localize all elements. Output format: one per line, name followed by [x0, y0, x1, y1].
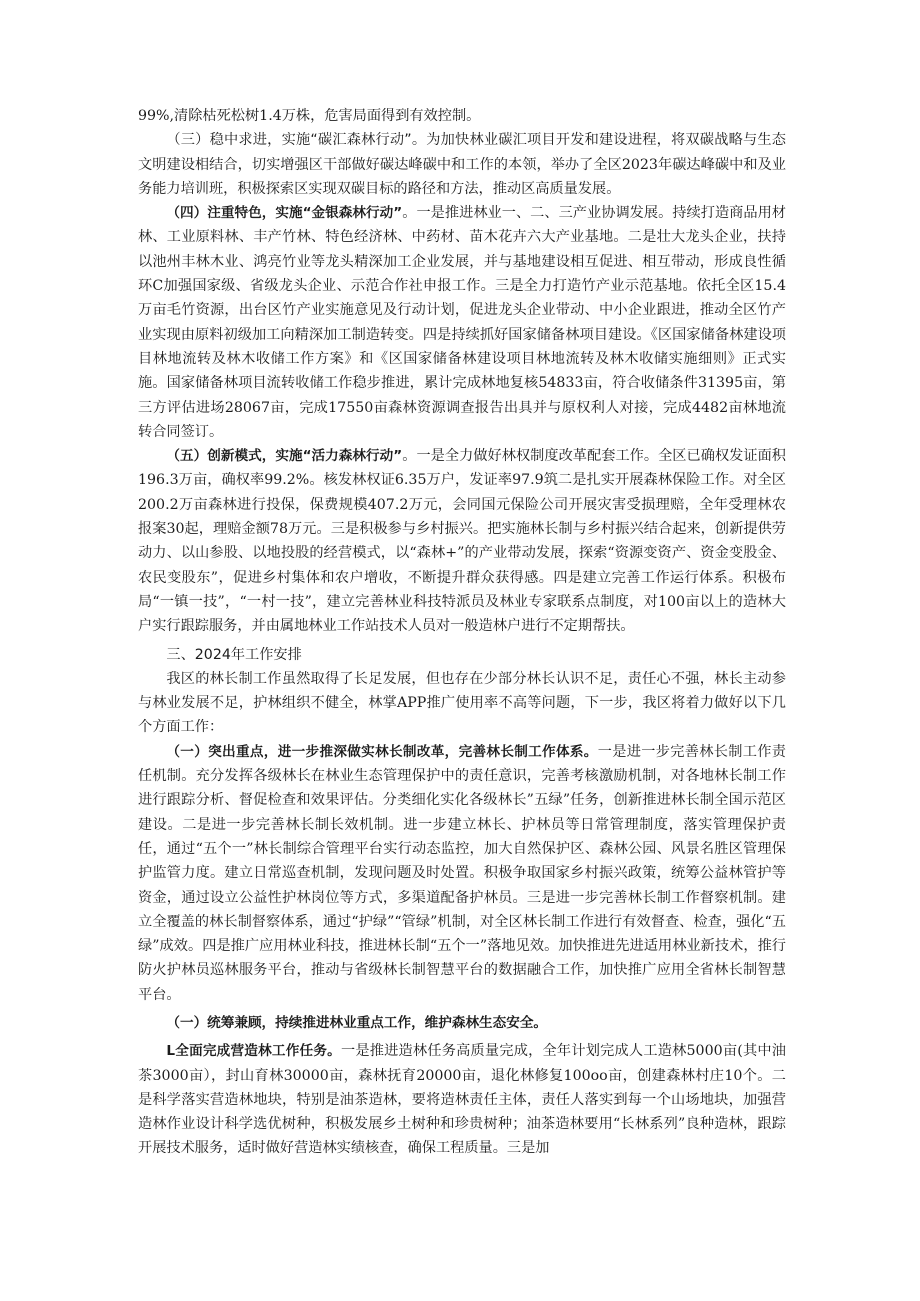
heading-carbon-forest: （三）稳中求进，实施“碳汇森林行动”: [166, 132, 412, 149]
paragraph-continuation: 99%,清除枯死松树1.4万株，危害局面得到有效控制。: [138, 108, 481, 124]
body-gold-silver-forest: 。一是推进林业一、二、三产业协调发展。持续打造商品用材林、工业原料林、丰产竹林、特色经济林、中药材、苗木花卉六大产业基地。二是壮大龙头企业，扶持以池州丰林木业、鸿亮竹业等龙头精深加工企业发展，并与基地建设相互促进、相互带动，形成良性循环C加强国家级、省级龙头企业、示范合作社申报工作。三是全力打造竹产业示范基地。依托全区15.4万亩毛竹资源，出台区竹产业实施意见及行动计划，促进龙头企业带动、中小企业跟进，推动全区竹产业实现由原料初级加工向精深加工制造转变。四是持续抓好国家储备林项目建设。《区国家储备林建设项目林地流转及林木收储工作方案》和《区国家储备林建设项目林地流转及林木收储实施细则》正式实施。国家储备林项目流转收储工作稳步推进，累计完成林地复核54833亩，符合收储条件31395亩，第三方评估进场28067亩，完成17550亩森林资源调查报告出具并与原权利人对接，完成4482亩林地流转合同签订。: [138, 205, 786, 440]
paragraph-plan-intro: 我区的林长制工作虽然取得了长足发展，但也存在少部分林长认识不足，责任心不强，林长主动参与林业发展不足，护林组织不健全，林掌APP推广使用率不高等问题，下一步，我区将着力做好以下几个方面工作：: [138, 670, 786, 736]
heading-vitality-forest: （五）创新模式，实施“活力森林行动”: [166, 448, 403, 465]
heading-key-work: （一）统筹兼顾，持续推进林业重点工作，维护森林生态安全。: [166, 1014, 548, 1031]
document-page: [138, 104, 786, 1161]
body-vitality-forest: 。一是全力做好林权制度改革配套工作。全区已确权发证面积196.3万亩，确权率99.2%。核发林权证6.35万户，发证率97.9筑二是扎实开展森林保险工作。对全区200.2万亩森林进行投保，保费规模407.2万元，会同国元保险公司开展灾害受损理赔，全年受理林农报案30起，理赔金额78万元。三是积极参与乡村振兴。把实施林长制与乡村振兴结合起来，创新提供劳动力、以山参股、以地投股的经营模式，以“森林+”的产业带动发展，探索“资源变资产、资金变股金、农民变股东”，促进乡村集体和农户增收，不断提升群众获得感。四是建立完善工作运行体系。积极布局“一镇一技”，“一村一技”，建立完善林业科技特派员及林业专家联系点制度，对100亩以上的造林大户实行跟踪服务，并由属地林业工作站技术人员对一般造林户进行不定期帮扶。: [138, 448, 786, 635]
paragraph-gold-silver-forest: [138, 201, 786, 444]
section-heading-2024-plan: 三、2024年工作安排: [166, 646, 302, 663]
heading-focus-reform: （一）突出重点，进一步推深做实林长制改革，完善林长制工作体系。: [166, 743, 598, 760]
paragraph-focus-reform: [138, 740, 786, 1007]
heading-gold-silver-forest: （四）注重特色，实施“金银森林行动”: [166, 205, 403, 222]
paragraph-vitality-forest: [138, 444, 786, 638]
heading-afforestation: L全面完成营造林工作任务。: [166, 1043, 341, 1060]
body-focus-reform: 一是进一步完善林长制工作责任机制。充分发挥各级林长在林业生态管理保护中的责任意识，完善考核激励机制，对各地林长制工作进行跟踪分析、督促检查和效果评估。分类细化实化各级林长”五绿”任务，创新推进林长制全国示范区建设。二是进一步完善林长制长效机制。进一步建立林长、护林员等日常管理制度，落实管理保护责任，通过“五个一”林长制综合管理平台实行动态监控，加大自然保护区、森林公园、风景名胜区管理保护监管力度。建立日常巡查机制，发现问题及时处置。积极争取国家乡村振兴政策，统筹公益林管护等资金，通过设立公益性护林岗位等方式，多渠道配备护林员。三是进一步完善林长制工作督察机制。建立全覆盖的林长制督察体系，通过“护绿”“管绿”机制，对全区林长制工作进行有效督查、检查，强化“五绿”成效。四是推广应用林业科技，推进林长制“五个一”落地见效。加快推进先进适用林业新技术，推行防火护林员巡林服务平台，推动与省级林长制智慧平台的数据融合工作，加快推广应用全省林长制智慧平台。: [138, 743, 786, 1003]
body-afforestation: 一是推进造林任务高质量完成，全年计划完成人工造林5000亩(其中油茶3000亩），封山育林30000亩，森林抚育20000亩，退化林修复100oo亩，创建森林村庄10个。二是科学落实营造林地块，特别是油茶造林，要将造林责任主体，责任人落实到每一个山场地块，加强营造林作业设计科学选优树种，积极发展乡土树种和珍贵树种；油茶造林要用“长林系列”良种造林，跟踪开展技术服务，适时做好营造林实绩核查，确保工程质量。三是加: [138, 1043, 786, 1157]
paragraph-key-work: [138, 1011, 786, 1035]
body-carbon-forest: 。为加快林业碳汇项目开发和建设进程，将双碳战略与生态文明建设相结合，切实增强区干部做好碳达峰碳中和工作的本领，举办了全区2023年碳达峰碳中和及业务能力培训班，积极探索区实现双碳目标的路径和方法，推动区高质量发展。: [138, 132, 786, 197]
paragraph-afforestation: [138, 1039, 786, 1160]
paragraph-carbon-forest: [138, 128, 786, 201]
